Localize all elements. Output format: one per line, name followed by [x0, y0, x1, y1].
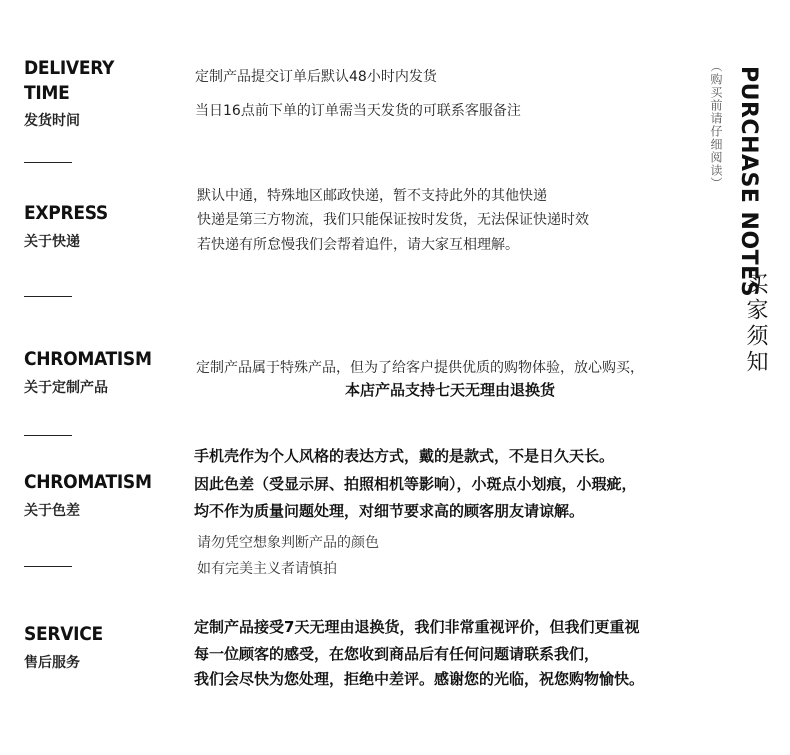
custom-label-zh: 关于定制产品: [24, 380, 108, 396]
express-line-1: 默认中通，特殊地区邮政快递，暂不支持此外的其他快递: [197, 188, 547, 204]
express-label-en: EXPRESS: [24, 202, 108, 224]
section-divider: [24, 162, 72, 163]
service-label-en: SERVICE: [24, 623, 103, 645]
service-line-2: 每一位顾客的感受，在您收到商品后有任何问题请联系我们，: [194, 645, 600, 663]
section-divider: [24, 435, 72, 436]
express-label-zh: 关于快递: [24, 234, 80, 250]
custom-label-en: CHROMATISM: [24, 348, 152, 370]
delivery-line-2: 当日16点前下单的订单需当天发货的可联系客服备注: [195, 103, 521, 119]
express-line-3: 若快递有所怠慢我们会帮着追件，请大家互相理解。: [197, 237, 519, 253]
delivery-label-en-1: DELIVERY: [24, 57, 115, 79]
section-divider: [24, 566, 72, 567]
color-line-3: 均不作为质量问题处理，对细节要求高的顾客朋友请谅解。: [194, 502, 585, 520]
service-label-zh: 售后服务: [24, 655, 80, 671]
color-label-en: CHROMATISM: [24, 471, 152, 493]
delivery-label-en-2: TIME: [24, 82, 70, 104]
purchase-notes-title-zh: 买家须知: [743, 272, 768, 376]
service-line-1: 定制产品接受7天无理由退换货，我们非常重视评价，但我们更重视: [194, 618, 640, 636]
express-line-2: 快递是第三方物流，我们只能保证按时发货，无法保证快递时效: [197, 212, 589, 228]
color-line-2: 因此色差（受显示屏、拍照相机等影响），小斑点小划痕，小瑕疵，: [194, 475, 637, 493]
delivery-label-zh: 发货时间: [24, 113, 80, 129]
color-line-4: 请勿凭空想象判断产品的颜色: [197, 535, 379, 551]
service-line-3: 我们会尽快为您处理，拒绝中差评。感谢您的光临，祝您购物愉快。: [194, 670, 645, 688]
color-label-zh: 关于色差: [24, 503, 80, 519]
color-line-1: 手机壳作为个人风格的表达方式，戴的是款式，不是日久天长。: [194, 447, 615, 465]
purchase-note-subtitle: （购买前请仔细阅读）: [709, 60, 723, 190]
color-line-5: 如有完美主义者请慎拍: [197, 561, 337, 577]
section-divider: [24, 296, 72, 297]
delivery-line-1: 定制产品提交订单后默认48小时内发货: [195, 69, 437, 85]
custom-line-1: 定制产品属于特殊产品，但为了给客户提供优质的购物体验，放心购买，: [196, 360, 644, 376]
custom-line-2: 本店产品支持七天无理由退换货: [345, 381, 556, 399]
purchase-notes-title-en: PURCHASE NOTES: [736, 66, 761, 298]
